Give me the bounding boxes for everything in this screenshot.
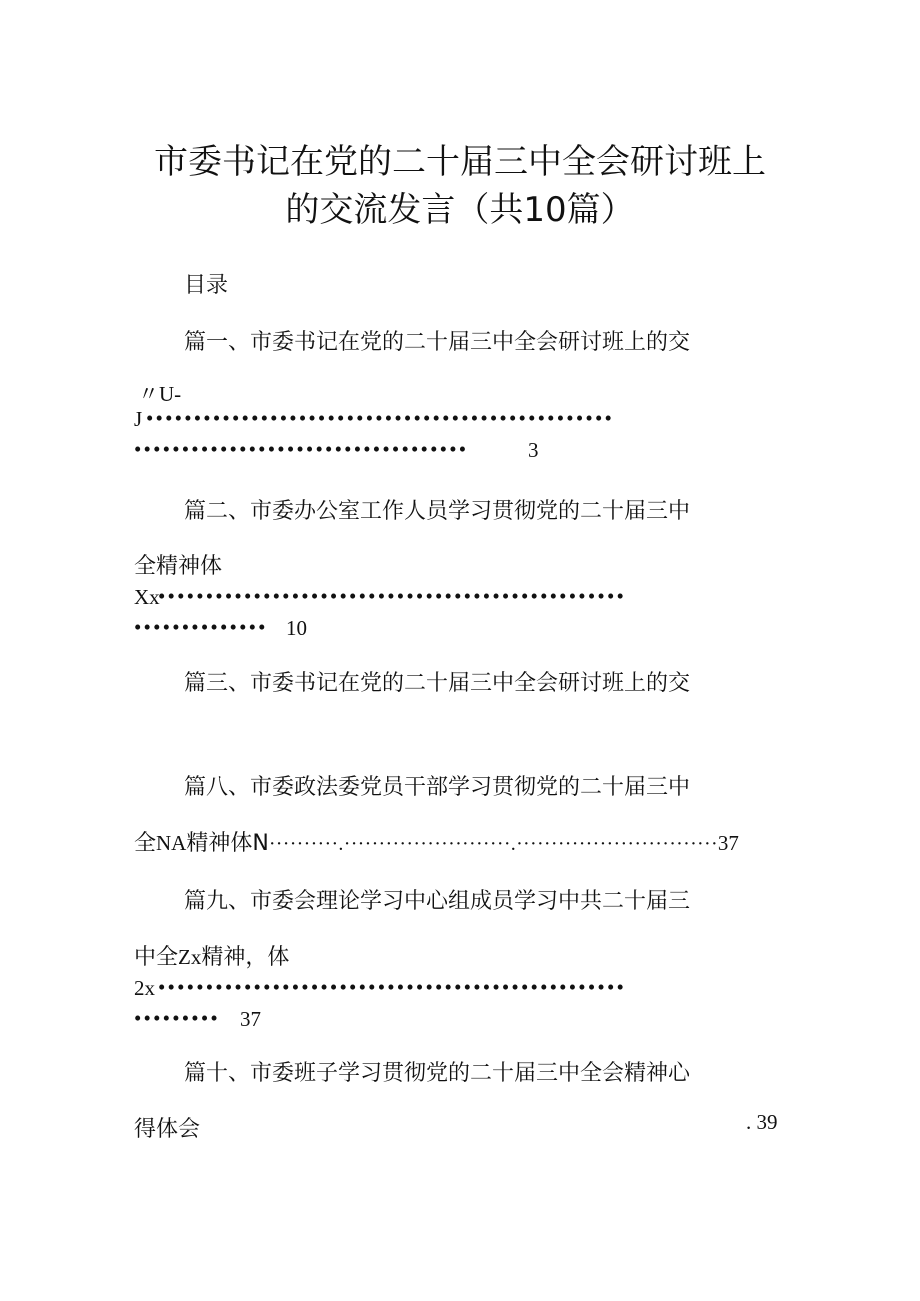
toc-entry-9-page-number: 37 <box>240 1007 261 1031</box>
document-title-line2: 的交流发言（共10篇） <box>285 190 635 230</box>
toc-entry-2-page-number: 10 <box>286 616 307 640</box>
toc-label: 目录 <box>184 273 229 298</box>
toc-entry-8-text-a: 全 <box>134 831 157 856</box>
toc-entry-2-prefix: Xx <box>134 585 160 609</box>
toc-entry-8-leader-dots: ··········.························.····························· <box>268 833 718 855</box>
toc-entry-2-leader-dots-2: •••••••••••••• <box>134 615 268 639</box>
toc-entry-1-leader-dots: ••••••••••••••••••••••••••••••••••••••••••••••••• <box>146 406 615 430</box>
toc-entry-9-text-b: Zx <box>178 945 202 969</box>
toc-entry-8-line2 <box>134 826 739 857</box>
toc-entry-1-prefix: J <box>134 407 143 431</box>
toc-entry-2-line2: 全精神体 <box>134 554 223 579</box>
toc-entry-1-line2: 〃U- <box>138 382 182 406</box>
toc-entry-10-page-number: . 39 <box>746 1110 778 1134</box>
toc-entry-8-page-number: 37 <box>717 831 739 855</box>
document-title-line1: 市委书记在党的二十届三中全会研讨班上 <box>154 142 766 182</box>
toc-entry-10-heading: 篇十、市委班子学习贯彻党的二十届三中全会精神心 <box>184 1061 691 1086</box>
toc-entry-9-text-a: 中全 <box>134 945 179 970</box>
toc-entry-9-line2 <box>134 940 289 971</box>
toc-entry-2-heading: 篇二、市委办公室工作人员学习贯彻党的二十届三中 <box>184 499 691 524</box>
toc-entry-9-heading: 篇九、市委会理论学习中心组成员学习中共二十届三 <box>184 889 691 914</box>
toc-entry-8-text-c: 精神体N <box>186 831 269 856</box>
toc-entry-3-heading: 篇三、市委书记在党的二十届三中全会研讨班上的交 <box>184 671 691 696</box>
toc-entry-1-page-number: 3 <box>528 438 539 462</box>
toc-entry-8-heading: 篇八、市委政法委党员干部学习贯彻党的二十届三中 <box>184 775 691 800</box>
toc-entry-9-text-c: 精神，体 <box>201 945 290 970</box>
toc-entry-9-leader-dots-2: ••••••••• <box>134 1006 220 1030</box>
toc-entry-8-text-b: NA <box>156 831 187 855</box>
toc-entry-9-prefix: 2x <box>134 976 155 1000</box>
toc-entry-9-leader-dots: ••••••••••••••••••••••••••••••••••••••••••••••••• <box>158 975 627 999</box>
toc-entry-1-leader-dots-2: ••••••••••••••••••••••••••••••••••• <box>134 437 469 461</box>
toc-entry-1-heading: 篇一、市委书记在党的二十届三中全会研讨班上的交 <box>184 330 691 355</box>
toc-entry-2-leader-dots: ••••••••••••••••••••••••••••••••••••••••••••••••• <box>158 584 627 608</box>
toc-entry-10-line2: 得体会 <box>134 1117 201 1142</box>
